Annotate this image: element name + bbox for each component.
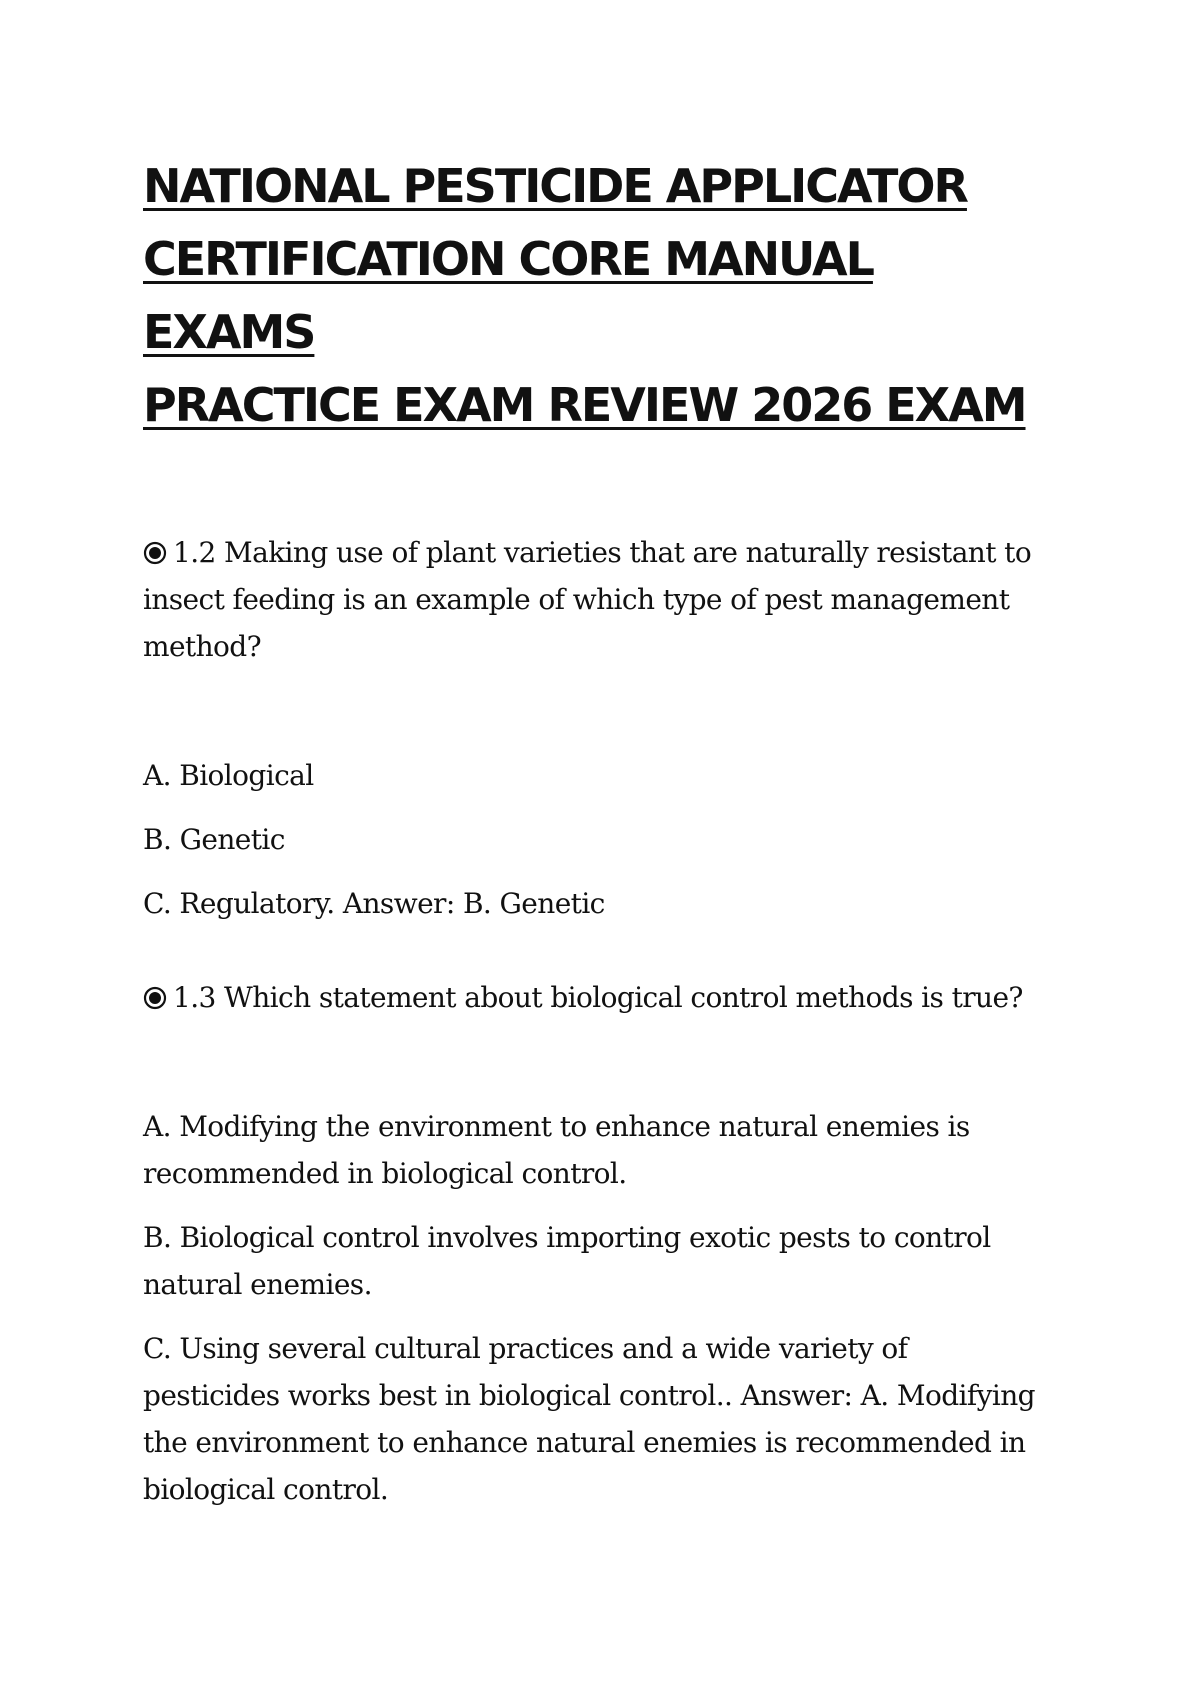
answer-options	[143, 1103, 1043, 1513]
answer-options	[143, 752, 1043, 927]
question-text	[143, 529, 1043, 670]
answer-option: B. Genetic	[143, 823, 285, 856]
answer-option: C. Using several cultural practices and a wide variety of pesticides works best in biological control.. Answer: A. Modifying the environment to enhance natural enemies is recommended in biological control.	[143, 1332, 1036, 1506]
question-label: 1.2 Making use of plant varieties that are naturally resistant to insect feeding is an example of which type of pest management method?	[143, 536, 1032, 663]
question-text	[143, 974, 1043, 1021]
radio-bullet-icon	[143, 986, 167, 1010]
title-line: PRACTICE EXAM REVIEW 2026 EXAM	[143, 378, 1026, 432]
answer-option: B. Biological control involves importing exotic pests to control natural enemies.	[143, 1221, 991, 1301]
title-line: NATIONAL PESTICIDE APPLICATOR	[143, 159, 967, 213]
question-block	[143, 974, 1043, 1513]
answer-option: A. Modifying the environment to enhance natural enemies is recommended in biological control.	[143, 1110, 970, 1190]
radio-bullet-icon	[143, 541, 167, 565]
title-line: CERTIFICATION CORE MANUAL EXAMS	[143, 232, 873, 359]
document-title	[143, 150, 1043, 442]
answer-option: C. Regulatory. Answer: B. Genetic	[143, 887, 605, 920]
question-block	[143, 529, 1043, 927]
answer-option: A. Biological	[143, 759, 314, 792]
question-label: 1.3 Which statement about biological control methods is true?	[173, 981, 1023, 1014]
document-page	[143, 150, 1043, 1530]
